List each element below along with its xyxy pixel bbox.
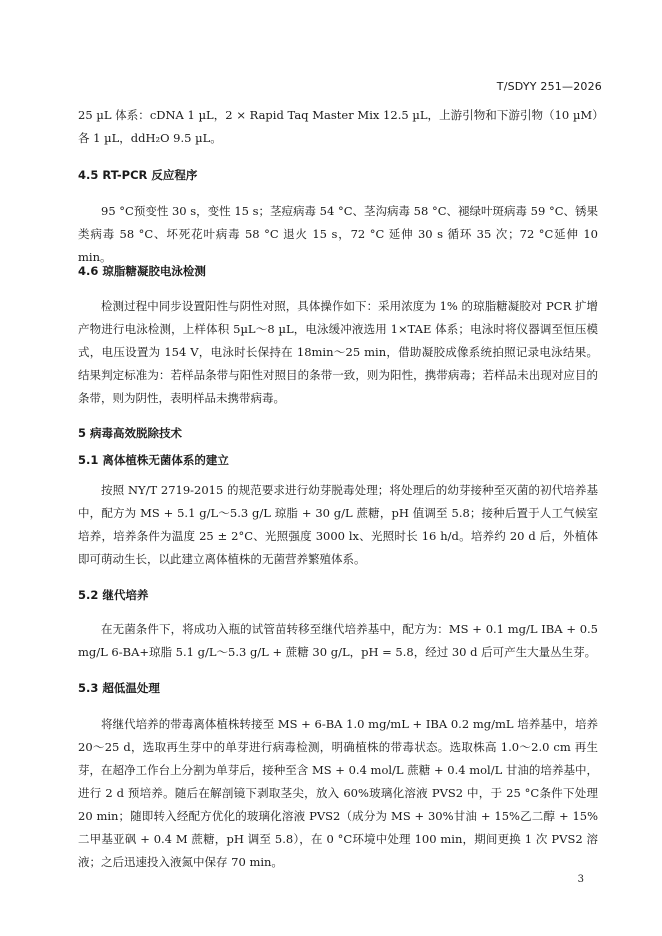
section-5-3-paragraph: 将继代培养的带毒离体植株转接至 MS + 6-BA 1.0 mg/mL + IBA 0.2 mg/mL 培养基中，培养 20～25 d，选取再生芽中的单芽进行病毒检测，明确植株的带毒状态。选取株高 1.0～2.0 cm 再生芽，在超净工作台上分割为单芽后，接种至含 MS + 0.4 mol/L 蔗糖 + 0.4 mol/L 甘油的培养基中，进行 2 d 预培养。随后在解剖镜下剥取茎尖，放入 60%玻璃化溶液 PVS2 中，于 25 °C条件下处理 20 min；随即转入经配方优化的玻璃化溶液 PVS2（成分为 MS + 30%甘油 + 15%乙二醇 + 15%二甲基亚砜 + 0.4 M 蔗糖，pH 调至 5.8），在 0 °C环境中处理 100 min，期间更换 1 次 PVS2 溶液；之后迅速投入液氮中保存 70 min。 [78,717,598,869]
section-5-2-title: 5.2 继代培养 [78,588,149,602]
section-5-1-title: 5.1 离体植株无菌体系的建立 [78,453,229,467]
intro-paragraph: 25 µL 体系：cDNA 1 µL，2 × Rapid Taq Master Mix 12.5 µL，上游引物和下游引物（10 µM）各 1 µL，ddH₂O 9.5 µL。 [78,108,598,145]
section-5-3-title: 5.3 超低温处理 [78,681,160,695]
section-4-6-paragraph: 检测过程中同步设置阳性与阴性对照，具体操作如下：采用浓度为 1% 的琼脂糖凝胶对 PCR 扩增产物进行电泳检测，上样体积 5µL～8 µL，电泳缓冲液选用 1×TAE 体系；电泳时将仪器调至恒压模式，电压设置为 154 V，电泳时长保持在 18min～25 min，借助凝胶成像系统拍照记录电泳结果。结果判定标准为：若样品条带与阳性对照目的条带一致，则为阳性，携带病毒；若样品未出现对应目的条带，则为阴性，表明样品未携带病毒。 [78,299,598,405]
page-number: 3 [577,874,584,885]
section-5-title: 5 病毒高效脱除技术 [78,426,183,440]
section-4-6-title: 4.6 琼脂糖凝胶电泳检测 [78,264,206,278]
section-5-1-paragraph: 按照 NY/T 2719-2015 的规范要求进行幼芽脱毒处理；将处理后的幼芽接种至灭菌的初代培养基中，配方为 MS + 5.1 g/L～5.3 g/L 琼脂 + 30 g/L 蔗糖，pH 值调至 5.8；接种后置于人工气候室培养，培养条件为温度 25 ± 2°C、光照强度 3000 lx、光照时长 16 h/d。培养约 20 d 后，外植体即可萌动生长，以此建立离体植株的无菌营养繁殖体系。 [78,483,598,566]
section-4-5-title: 4.5 RT-PCR 反应程序 [78,168,198,182]
section-5-2-paragraph: 在无菌条件下，将成功入瓶的试管苗转移至继代培养基中，配方为：MS + 0.1 mg/L IBA + 0.5 mg/L 6-BA+琼脂 5.1 g/L～5.3 g/L + 蔗糖 30 g/L，pH = 5.8，经过 30 d 后可产生大量丛生芽。 [78,622,598,659]
section-4-5-paragraph: 95 °C预变性 30 s，变性 15 s；茎痘病毒 54 °C、茎沟病毒 58 °C、褪绿叶斑病毒 59 °C、锈果类病毒 58 °C、坏死花叶病毒 58 °C 退火 15 s，72 °C 延伸 30 s 循环 35 次；72 °C延伸 10 min。 [78,204,599,264]
document-standard-id: T/SDYY 251—2026 [496,80,602,93]
